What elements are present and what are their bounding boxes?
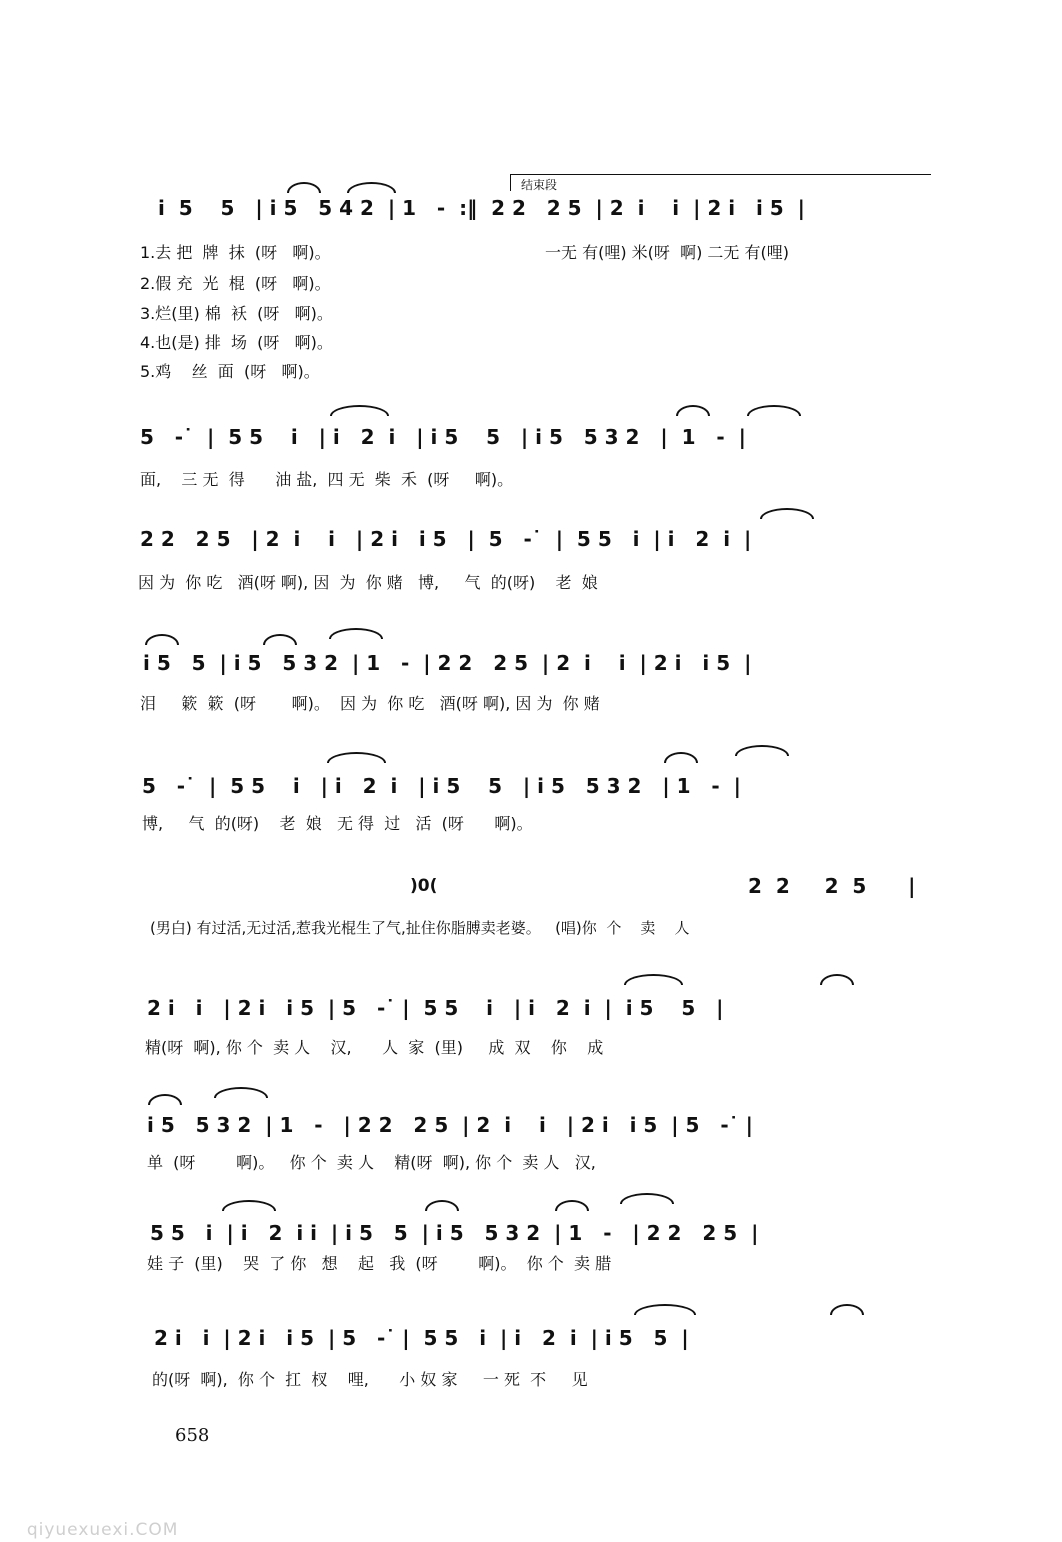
section-bracket: [510, 174, 931, 191]
lyric-row-9: 娃 子 (里) 哭 了 你 想 起 我 (呀 啊)。 你 个 卖 腊: [147, 1254, 612, 1273]
verse-1: 1.去 把 牌 抹 (呀 啊)。: [140, 243, 331, 262]
slur: [287, 182, 321, 193]
slur: [747, 405, 801, 416]
slur: [327, 752, 386, 763]
slur: [425, 1200, 459, 1211]
lyric-row-2: 面, 三 无 得 油 盐, 四 无 柴 禾 (呀 啊)。: [140, 470, 514, 489]
slur: [760, 508, 814, 519]
slur: [347, 182, 396, 193]
lyric-row-4: 泪 簌 簌 (呀 啊)。 因 为 你 吃 酒(呀 啊), 因 为 你 赌: [140, 694, 600, 713]
slur: [330, 405, 389, 416]
lyric-row-1-right: 一无 有(哩) 米(呀 啊) 二无 有(哩): [545, 243, 789, 262]
verse-2: 2.假 充 光 棍 (呀 啊)。: [140, 274, 331, 293]
notation-row-6-left: )0(: [410, 876, 438, 896]
slur: [329, 628, 383, 639]
lyric-row-6: (男白) 有过活,无过活,惹我光棍生了气,扯住你脂膊卖老婆。 (唱)你 个 卖 人: [150, 919, 690, 937]
slur: [664, 752, 698, 763]
slur: [634, 1304, 696, 1315]
notation-row-7: 2 i i | 2 i i 5 | 5 -˙ | 5 5 i | i 2 i | i 5 5 |: [147, 996, 724, 1020]
notation-row-1: i 5 5 | i 5 5 4 2 | 1 - :‖ 2 2 2 5 | 2 i i | 2 i i 5 |: [158, 196, 805, 220]
slur: [555, 1200, 589, 1211]
slur: [620, 1193, 674, 1204]
notation-row-8: i 5 5 3 2 | 1 - | 2 2 2 5 | 2 i i | 2 i i 5 | 5 -˙ |: [147, 1113, 753, 1137]
notation-row-4: i 5 5 | i 5 5 3 2 | 1 - | 2 2 2 5 | 2 i i | 2 i i 5 |: [143, 651, 752, 675]
slur: [145, 634, 179, 645]
notation-row-9: 5 5 i | i 2 i i | i 5 5 | i 5 5 3 2 | 1 - | 2 2 2 5 |: [150, 1221, 759, 1245]
notation-row-5: 5 -˙ | 5 5 i | i 2 i | i 5 5 | i 5 5 3 2 | 1 - |: [142, 774, 741, 798]
verse-4: 4.也(是) 排 场 (呀 啊)。: [140, 333, 333, 352]
page-number: 658: [175, 1425, 210, 1446]
slur: [263, 634, 297, 645]
notation-row-3: 2 2 2 5 | 2 i i | 2 i i 5 | 5 -˙ | 5 5 i | i 2 i |: [140, 527, 752, 551]
slur: [624, 974, 683, 985]
slur: [820, 974, 854, 985]
section-label: 结束段: [521, 178, 558, 192]
verse-5: 5.鸡 丝 面 (呀 啊)。: [140, 362, 320, 381]
slur: [148, 1094, 182, 1105]
slur: [676, 405, 710, 416]
verse-3: 3.烂(里) 棉 袄 (呀 啊)。: [140, 304, 333, 323]
lyric-row-10: 的(呀 啊), 你 个 扛 杈 哩, 小 奴 家 一 死 不 见: [152, 1370, 588, 1389]
lyric-row-5: 博, 气 的(呀) 老 娘 无 得 过 活 (呀 啊)。: [142, 814, 533, 833]
slur: [214, 1087, 268, 1098]
watermark-text: qiyuexuexi.COM: [26, 1520, 179, 1540]
lyric-row-8: 单 (呀 啊)。 你 个 卖 人 精(呀 啊), 你 个 卖 人 汉,: [147, 1153, 596, 1172]
slur: [830, 1304, 864, 1315]
watermark: [14, 1500, 178, 1540]
lyric-row-3: 因 为 你 吃 酒(呀 啊), 因 为 你 赌 博, 气 的(呀) 老 娘: [138, 573, 598, 592]
slur: [222, 1200, 276, 1211]
lyric-row-7: 精(呀 啊), 你 个 卖 人 汉, 人 家 (里) 成 双 你 成: [145, 1038, 604, 1057]
notation-row-10: 2 i i | 2 i i 5 | 5 -˙ | 5 5 i | i 2 i | i 5 5 |: [154, 1326, 689, 1350]
notation-row-2: 5 -˙ | 5 5 i | i 2 i | i 5 5 | i 5 5 3 2 | 1 - |: [140, 425, 746, 449]
notation-row-6-right: 2 2 2 5 |: [748, 874, 916, 898]
slur: [735, 745, 789, 756]
